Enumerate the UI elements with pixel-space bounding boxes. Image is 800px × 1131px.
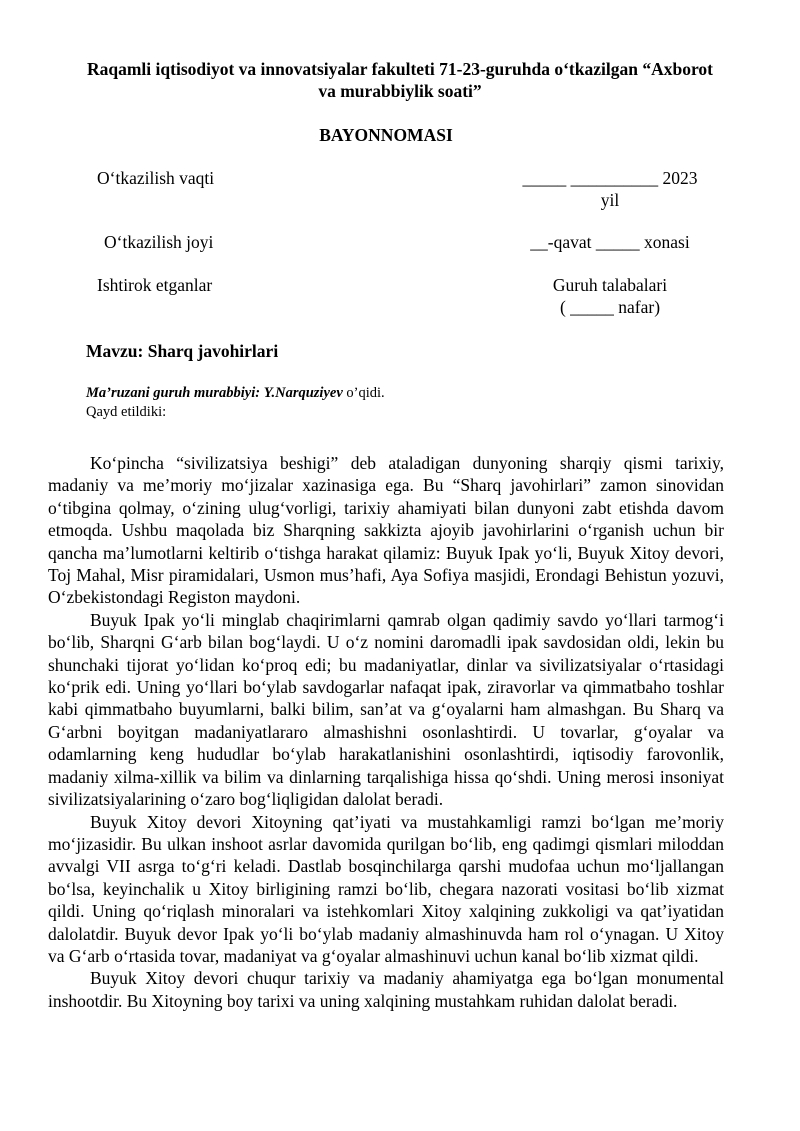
place-label: O‘tkazilish joyi [104, 232, 214, 252]
lecture-suffix: o’qidi. [346, 385, 385, 401]
document-heading [40, 58, 760, 102]
paragraph: Buyuk Xitoy devori chuqur tarixiy va madaniy ahamiyatga ega bo‘lgan monumental inshootdir. Bu Xitoyning boy tarixi va uning xalqining mustahkam ruhidan dalolat beradi. [48, 968, 724, 1011]
topic-title: Mavzu: Sharq javohirlari [86, 341, 279, 361]
body-text [48, 452, 724, 1012]
lecture-speaker: Y.Narquziyev [263, 385, 343, 401]
lecture-label: Ma’ruzani guruh murabbiyi: [86, 385, 261, 401]
document-title: BAYONNOMASI [319, 125, 453, 145]
paragraph: Buyuk Xitoy devori Xitoyning qat’iyati va mustahkamligi ramzi bo‘lgan me’moriy mo‘jizasidir. Bu ulkan inshoot asrlar davomida qurilgan bo‘lib, eng qadimgi qismlari miloddan avvalgi VII asrga to‘g‘ri keladi. Dastlab bosqinchilarga qarshi mudofaa uchun mo‘ljallangan bo‘lsa, keyinchalik u Xitoy birligining ramzi bo‘lib, chegara nazorati vositasi bo‘lib xizmat qildi. Uning qo‘riqlash minoralari va istehkomlari Xitoy xalqining zukkoligi va qat’iyatidan dalolatdir. Buyuk devor Ipak yo‘li bo‘ylab madaniy almashinuvda ham rol o‘ynagan. U Xitoy va G‘arb o‘rtasida tovar, madaniyat va g‘oyalar almashinuvi uchun kanal bo‘lib xizmat qildi. [48, 811, 724, 966]
participants-value-line-2: ( _____ nafar) [559, 297, 661, 317]
lecture-line [86, 384, 385, 403]
noted-line: Qayd etildiki: [86, 404, 167, 420]
participants-value-line-1: Guruh talabalari [552, 275, 668, 295]
time-label: O‘tkazilish vaqti [97, 168, 215, 188]
heading-line-2: va murabbiylik soati” [318, 81, 482, 101]
lecture-info [86, 384, 385, 422]
participants-label: Ishtirok etganlar [97, 275, 213, 295]
place-value: __-qavat _____ xonasi [530, 232, 690, 252]
paragraph: Ko‘pincha “sivilizatsiya beshigi” deb ataladigan dunyoning sharqiy qismi tarixiy, madaniy va me’moriy mo‘jizalar xazinasiga ega. Bu “Sharq javohirlari” zamon sinovidan o‘tibgina qolmay, o‘zining ulug‘vorligi, tarixiy ahamiyati bilan dunyoni zabt etishda davom etmoqda. Ushbu maqolada biz Sharqning sakkizta ajoyib javohirlarini o‘rganish uchun bir qancha ma’lumotlarni keltirib o‘tishga harakat qilamiz: Buyuk Ipak yo‘li, Buyuk Xitoy devori, Toj Mahal, Misr piramidalari, Usmon mus’hafi, Aya Sofiya masjidi, Erondagi Behistun yozuvi, O‘zbekistondagi Registon maydoni. [48, 453, 724, 608]
time-value [510, 167, 710, 211]
time-value-line-1: _____ __________ 2023 [522, 168, 698, 188]
time-value-line-2: yil [600, 190, 620, 210]
heading-line-1: Raqamli iqtisodiyot va innovatsiyalar fakulteti 71-23-guruhda o‘tkazilgan “Axborot [86, 59, 713, 79]
paragraph: Buyuk Ipak yo‘li minglab chaqirimlarni qamrab olgan qadimiy savdo yo‘llari tarmog‘i bo‘lib, Sharqni G‘arb bilan bog‘laydi. U o‘z nomini daromadli ipak savdosidan oldi, lekin bu shunchaki tijorat yo‘lidan ko‘proq edi; bu madaniyatlar, dinlar va sivilizatsiyalar o‘rtasidagi ko‘prik edi. Uning yo‘llari bo‘ylab savdogarlar nafaqat ipak, ziravorlar va qimmatbaho toshlar kabi qimmatbaho buyumlarni, balki bilim, san’at va g‘oyalarni ham almashgan. Bu Sharq va G‘arbni boyitgan madaniyatlararo almashishni osonlashtirdi. U tovarlar, g‘oyalar va odamlarning keng hududlar bo‘ylab harakatlanishini osonlashtirdi, iqtisodiy farovonlik, madaniy xilma-xillik va bilim va dinlarning tarqalishiga hissa qo‘shdi. Uning merosi insoniyat sivilizatsiyalarining o‘zaro bog‘liqligidan dalolat beradi. [48, 609, 724, 810]
participants-value [510, 274, 710, 318]
